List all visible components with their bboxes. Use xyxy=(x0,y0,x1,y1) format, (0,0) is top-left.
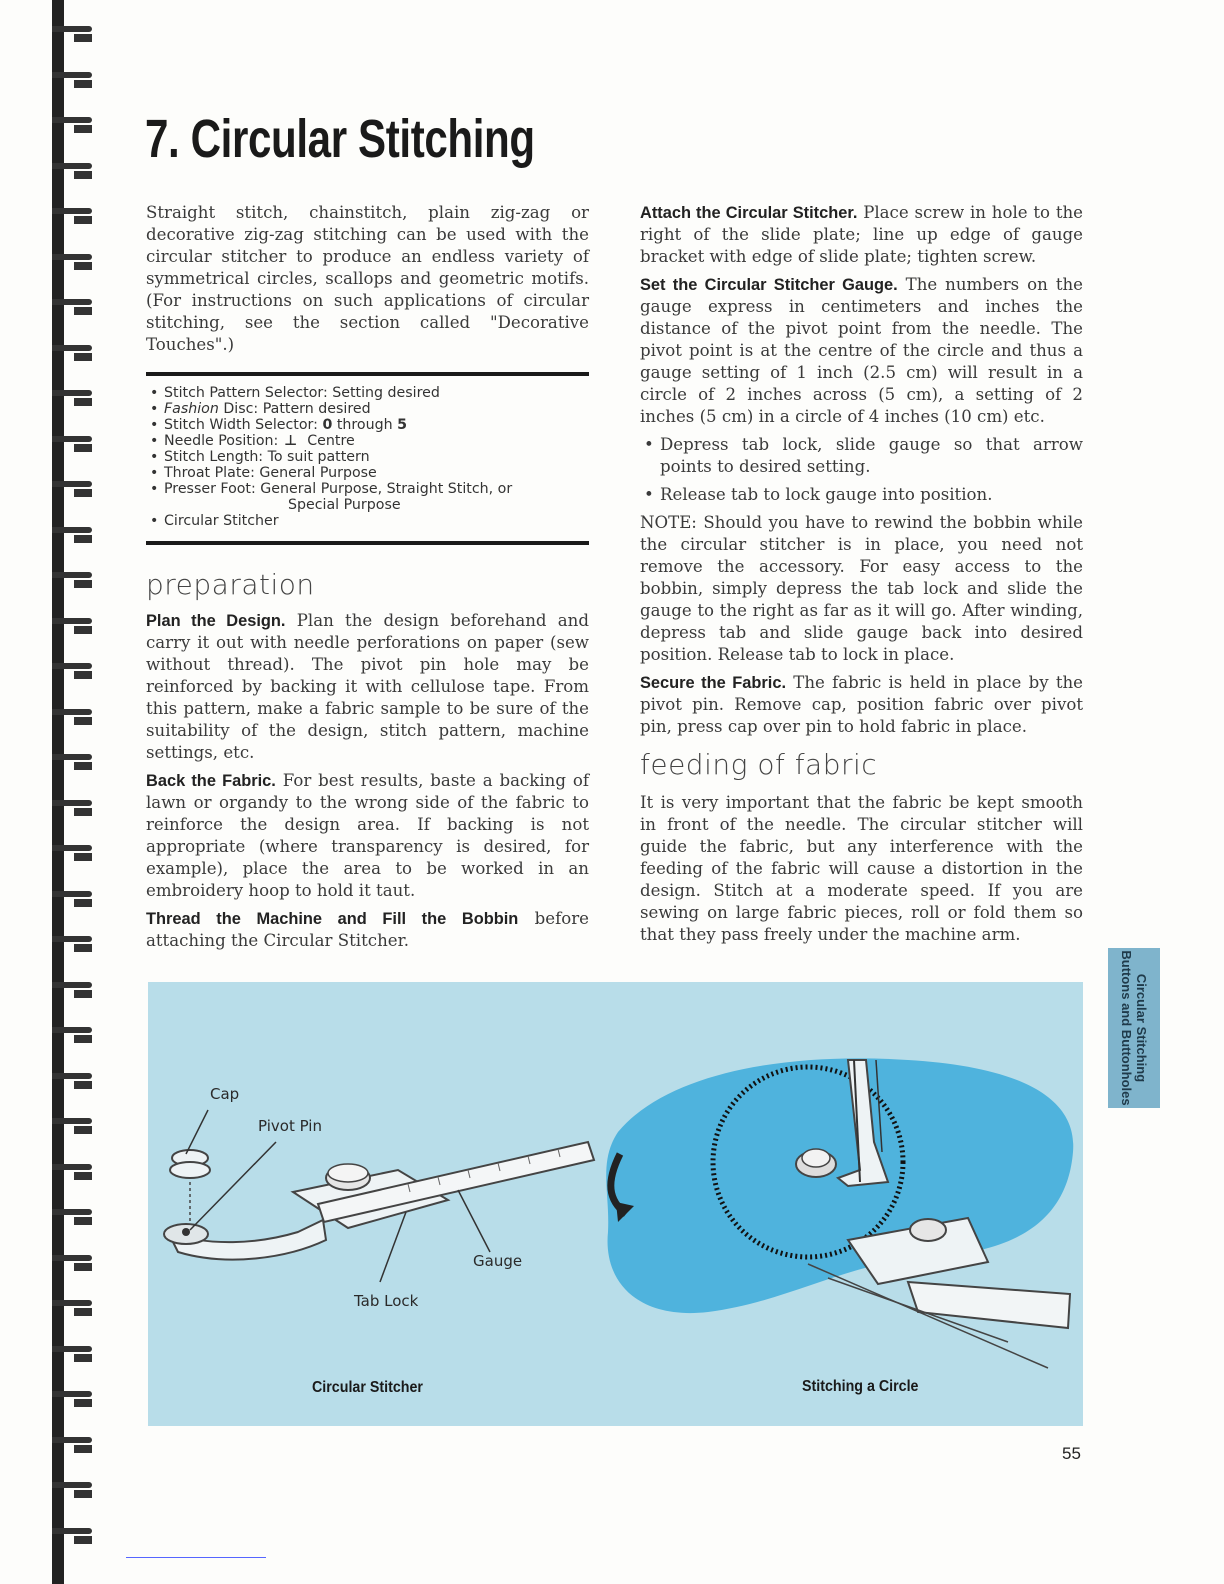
cap-leader xyxy=(186,1110,208,1154)
setting-needle-position: • Needle Position: ⊥ Centre xyxy=(150,433,589,449)
binding-ring xyxy=(52,932,92,954)
section-side-tab xyxy=(1108,948,1160,1108)
spiral-binding xyxy=(48,0,108,1584)
back-fabric-paragraph: Back the Fabric. For best results, baste a backing of lawn or organdy to the wrong side of the fabric to reinforce the design area. If backing is not appropriate (where transparency is desired, for example), place the area to be worked in an embroidery hoop to hold it taut. xyxy=(146,771,589,900)
fabric-shape xyxy=(606,1058,1073,1313)
binding-ring xyxy=(52,1342,92,1364)
binding-ring xyxy=(52,1205,92,1227)
gauge-paragraph: Set the Circular Stitcher Gauge. The numbers on the gauge express in centimeters and inches the distance of the pivot point from the needle. The pivot point is at the centre of the circle and thus a gauge setting of 1 inch (2.5 cm) will result in a circle of 2 inches across (5 cm), a setting of 2 inches (5 cm) in a circle of 4 inches (10 cm) etc. xyxy=(640,275,1083,426)
setting-stitch-length: • Stitch Length: To suit pattern xyxy=(150,449,589,465)
gauge-step-2: • Release tab to lock gauge into position. xyxy=(640,484,1083,506)
binding-ring xyxy=(52,750,92,772)
binding-ring xyxy=(52,1524,92,1546)
binding-ring xyxy=(52,568,92,590)
binding-ring xyxy=(52,1296,92,1318)
illustration-panel xyxy=(148,982,1083,1426)
binding-ring xyxy=(52,432,92,454)
right-column xyxy=(640,202,1083,952)
page-title: 7. Circular Stitching xyxy=(145,109,535,169)
binding-ring xyxy=(52,796,92,818)
binding-ring xyxy=(52,68,92,90)
preparation-heading: preparation xyxy=(146,568,315,601)
binding-ring xyxy=(52,841,92,863)
caption-stitching-circle: Stitching a Circle xyxy=(802,1378,919,1395)
tab-lock-label: Tab Lock xyxy=(354,1292,419,1310)
needle-center-icon: ⊥ xyxy=(284,433,298,449)
page-number: 55 xyxy=(1062,1444,1081,1463)
binding-ring xyxy=(52,1387,92,1409)
binding-ring xyxy=(52,1478,92,1500)
gauge-leader xyxy=(458,1190,490,1252)
binding-ring xyxy=(52,477,92,499)
preparation-section xyxy=(146,568,589,958)
pivot-pin-label: Pivot Pin xyxy=(258,1117,322,1135)
binding-ring xyxy=(52,1160,92,1182)
binding-ring xyxy=(52,659,92,681)
binding-ring xyxy=(52,113,92,135)
setting-pattern-selector: • Stitch Pattern Selector: Setting desired xyxy=(150,385,589,401)
binding-ring xyxy=(52,523,92,545)
feeding-paragraph: It is very important that the fabric be kept smooth in front of the needle. The circular stitcher will guide the fabric, but any interference with the feeding of the fabric will cause a distortion in the design. Stitch at a moderate speed. If you are sewing on large fabric pieces, roll or fold them so that they pass freely under the machine arm. xyxy=(640,793,1083,944)
secure-fabric-paragraph: Secure the Fabric. The fabric is held in place by the pivot pin. Remove cap, position fabric over pivot pin, press cap over pin to hold fabric in place. xyxy=(640,673,1084,736)
tab-line-circular: Circular Stitching xyxy=(1134,973,1149,1083)
left-column xyxy=(146,202,589,362)
binding-ring xyxy=(52,295,92,317)
note-paragraph: NOTE: Should you have to rewind the bobbin while the circular stitcher is in place, you need not remove the accessory. For easy access to the bobbin, simply depress the tab lock and slide the gauge to the right as far as it will go. After winding, depress tab and slide gauge back into desired position. Release tab to lock in place. xyxy=(640,513,1083,664)
binding-ring xyxy=(52,1069,92,1091)
plan-design-paragraph: Plan the Design. Plan the design beforehand and carry it out with needle perforations on paper (sew without thread). The pivot pin hole may be reinforced by backing it with cellulose tape. From this pattern, make a fabric sample to be sure of the suitability of the design, stitch pattern, machine settings, etc. xyxy=(146,611,589,762)
attach-paragraph: Attach the Circular Stitcher. Place screw in hole to the right of the slide plate; line up edge of gauge bracket with edge of slide plate; tighten screw. xyxy=(640,203,1083,266)
binding-ring xyxy=(52,159,92,181)
cap-label: Cap xyxy=(210,1085,240,1103)
binding-ring xyxy=(52,250,92,272)
bottom-rule xyxy=(126,1557,266,1558)
binding-ring xyxy=(52,1114,92,1136)
binding-ring xyxy=(52,614,92,636)
thread-machine-paragraph: Thread the Machine and Fill the Bobbin before attaching the Circular Stitcher. xyxy=(146,909,589,950)
machine-settings-box xyxy=(146,372,589,545)
binding-ring xyxy=(52,887,92,909)
binding-ring xyxy=(52,204,92,226)
setting-throat-plate: • Throat Plate: General Purpose xyxy=(150,465,589,481)
setting-stitch-width: • Stitch Width Selector: 0 through 5 xyxy=(150,417,589,433)
intro-paragraph: Straight stitch, chainstitch, plain zig-zag or decorative zig-zag stitching can be used with the circular stitcher to produce an endless variety of symmetrical circles, scallops and geometric motifs. (For instructions on such applications of circular stitching, see the section called "Decorative Touches".) xyxy=(146,203,589,354)
binding-ring xyxy=(52,705,92,727)
gauge-steps xyxy=(640,434,1083,506)
binding-ring xyxy=(52,341,92,363)
setting-accessory: • Circular Stitcher xyxy=(150,513,589,529)
caption-circular-stitcher: Circular Stitcher xyxy=(312,1379,423,1396)
gauge-step-1: • Depress tab lock, slide gauge so that arrow points to desired setting. xyxy=(640,434,1083,478)
binding-ring xyxy=(52,1023,92,1045)
tab-line-buttons: Buttons and Buttonholes xyxy=(1119,950,1134,1106)
binding-ring xyxy=(52,386,92,408)
setting-fashion-disc: • Fashion Disc: Pattern desired xyxy=(150,401,589,417)
binding-ring xyxy=(52,978,92,1000)
feeding-heading: feeding of fabric xyxy=(640,748,878,781)
gauge-label: Gauge xyxy=(473,1252,523,1270)
binding-ring xyxy=(52,1251,92,1273)
binding-ring xyxy=(52,1433,92,1455)
tab-lock-leader xyxy=(380,1212,406,1282)
binding-ring xyxy=(52,22,92,44)
illustration-drawing xyxy=(148,982,1083,1426)
setting-presser-foot: • Presser Foot: General Purpose, Straight Stitch, or Special Purpose xyxy=(150,481,589,513)
